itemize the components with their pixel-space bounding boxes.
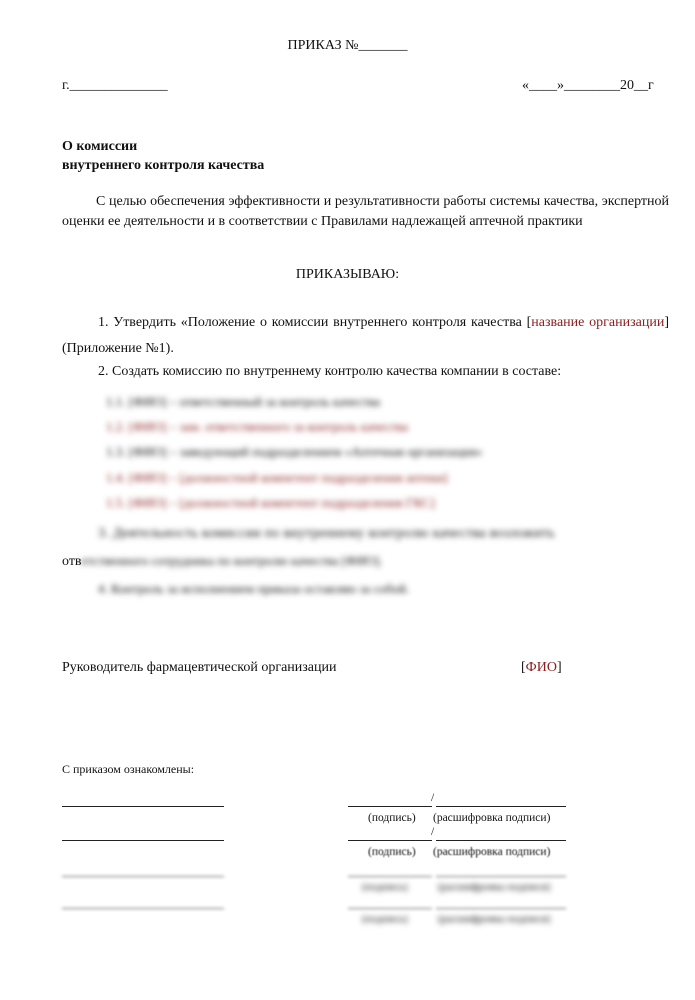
head-name: [ФИО] <box>521 660 562 675</box>
sign-label-4: (подпись) <box>362 913 408 925</box>
decode-label-3: (расшифровка подписи) <box>438 881 551 893</box>
decode-label-4: (расшифровка подписи) <box>438 913 551 925</box>
signature-line-3 <box>348 876 432 877</box>
subject-line-1: О комиссии <box>62 139 138 154</box>
sub-item-2: 1.2. [ФИО] – зам. ответственного за контроль качества <box>106 419 409 434</box>
decode-label-1: (расшифровка подписи) <box>433 812 551 824</box>
organization-name-placeholder: название организации <box>531 315 665 330</box>
subject-line-2: внутреннего контроля качества <box>62 158 265 173</box>
sub-item-3: 1.3. [ФИО] – заведующий подразделением «Аптечная организация» <box>106 444 483 459</box>
sign-label-3: (подпись) <box>362 881 408 893</box>
head-position: Руководитель фармацевтической организации <box>62 660 337 675</box>
decode-line-2 <box>436 840 566 841</box>
decode-line-4 <box>436 908 566 909</box>
item-1-prefix: 1. Утвердить «Положение о комиссии внутреннего контроля качества [ <box>98 315 532 330</box>
item-2: 2. Создать комиссию по внутреннему контролю качества компании в составе: <box>98 364 562 379</box>
slash-1: / <box>431 792 435 804</box>
sub-item-1: 1.1. [ФИО] – ответственный за контроль качества <box>106 394 381 409</box>
head-name-placeholder: ФИО <box>525 660 557 675</box>
item-1-suffix: ] (Приложение №1). <box>62 315 669 356</box>
employee-line-4 <box>62 908 224 909</box>
employee-line-3 <box>62 876 224 877</box>
item-1 <box>62 310 669 362</box>
date-field: «____»________20__г <box>522 78 654 93</box>
decode-line-3 <box>436 876 566 877</box>
item-3-line-2 <box>62 553 383 570</box>
employee-line-2 <box>62 840 224 841</box>
order-heading: ПРИКАЗЫВАЮ: <box>295 267 400 282</box>
item-3-blurred: етственного сотрудника по контролю качества [ФИО]. <box>81 553 383 568</box>
signature-line-2 <box>348 840 432 841</box>
item-3-line-1: 3. Деятельность комиссии по внутреннему контролю качества возложить <box>98 526 555 541</box>
slash-2: / <box>431 826 435 838</box>
decode-label-2: (расшифровка подписи) <box>433 846 551 858</box>
item-4: 4. Контроль за исполнением приказа оставляю за собой. <box>98 581 410 596</box>
acknowledged-label: С приказом ознакомлены: <box>62 762 195 776</box>
decode-line-1 <box>436 806 566 807</box>
sign-label-2: (подпись) <box>368 846 416 858</box>
signature-line-1 <box>348 806 432 807</box>
city-field: г.______________ <box>62 78 168 93</box>
sign-label-1: (подпись) <box>368 812 416 824</box>
employee-line-1 <box>62 806 224 807</box>
order-title: ПРИКАЗ №_______ <box>287 38 408 53</box>
sub-item-4: 1.4. [ФИО] – [должностной компетент подразделения аптеки] <box>106 470 448 485</box>
intro-paragraph: С целью обеспечения эффективности и результативности работы системы качества, экспертной оценки ее деятельности и в соответствии с Правилами надлежащей аптечной практики <box>62 194 669 229</box>
signature-line-4 <box>348 908 432 909</box>
item-3-prefix: отв <box>62 554 82 569</box>
sub-item-5: 1.5. [ФИО] – [должностной компетент подразделения ГКС] <box>106 495 435 510</box>
